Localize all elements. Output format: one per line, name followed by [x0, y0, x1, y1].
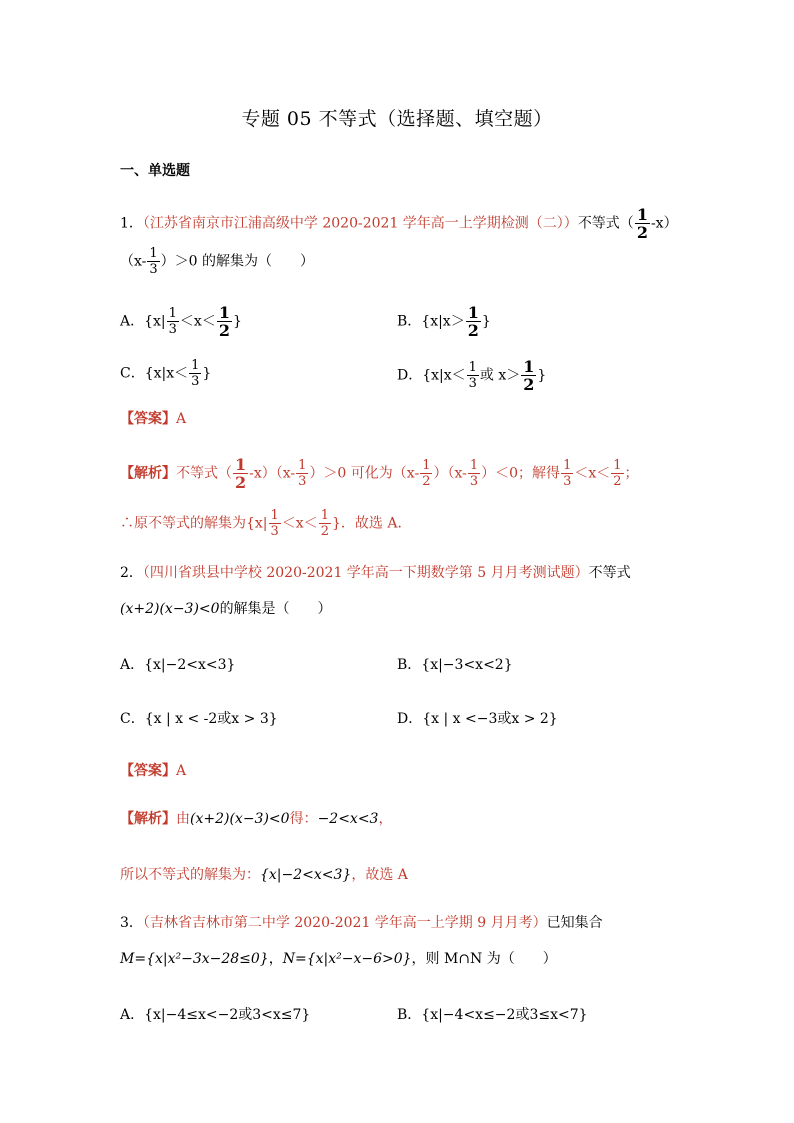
q3-stem-line2: M={x|x²−3x−28≤0}，N={x|x²−x−6>0}，则 M∩N 为（ ）	[120, 951, 557, 967]
q1-stem-a: 不等式（	[577, 215, 634, 232]
q2-stem-line2: (x+2)(x−3)<0的解集是（ ）	[120, 601, 332, 617]
q2-option-c[interactable]: C．{x | x < -2或x > 3}	[120, 711, 278, 727]
q2-answer: 【答案】A	[120, 763, 187, 779]
q2-stem-expression: (x+2)(x−3)<0	[120, 601, 220, 617]
q3-option-b[interactable]: B．{x|−4<x≤−2或3≤x<7}	[397, 1007, 588, 1023]
q1-conclusion: ∴原不等式的解集为{x| $\frac{1}{3}$ ＜x＜ $\frac{1}{2}$ }．故选 A．	[120, 508, 412, 539]
q2-option-a[interactable]: A．{x|−2<x<3}	[120, 657, 236, 673]
q2-conclusion: 所以不等式的解集为：{x|−2<x<3}，故选 A	[120, 867, 408, 883]
q1-option-c[interactable]: C．{x|x＜ $\frac{1}{3}$ }	[120, 358, 212, 389]
q3-source: （吉林省吉林市第二中学 2020-2021 学年高一上学期 9 月月考）	[142, 915, 547, 931]
frac-one-half: $\frac{1}{2}$	[613, 458, 622, 489]
frac-one-half: $\frac{1}{2}$	[235, 455, 247, 492]
q1-option-d[interactable]: D．{x|x＜ $\frac{1}{3}$ 或 x＞ $\frac{1}{2}$ }	[397, 357, 547, 394]
q1-stem-c: （x-	[120, 253, 147, 270]
q1-analysis: 【解析】不等式（ $\frac{1}{2}$ -x）（x- $\frac{1}{3}$ ）＞0 可化为（x- $\frac{1}{2}$ ）（x- $\frac{1}{3}$ ）＜0；解得 $\frac{1}{3}$ ＜x＜ $\frac{1}{2}$ ；	[120, 455, 639, 492]
q3-option-a[interactable]: A．{x|−4≤x<−2或3<x≤7}	[120, 1007, 311, 1023]
frac-one-third: $\frac{1}{3}$	[563, 458, 572, 489]
frac-one-third: $\frac{1}{3}$	[270, 508, 279, 539]
q1-answer: 【答案】A	[120, 411, 187, 427]
section-heading: 一、单选题	[120, 163, 190, 179]
q2-analysis: 【解析】由(x+2)(x−3)<0得：−2<x<3，	[120, 811, 393, 827]
q1-option-a[interactable]: A．{x| $\frac{1}{3}$ ＜x＜ $\frac{1}{2}$ }	[120, 303, 242, 340]
q3-set-n: N={x|x²−x−6>0}	[282, 951, 412, 967]
q1-stem-d: ）＞0 的解集为（ ）	[160, 253, 315, 270]
q3-number: 3．	[120, 915, 143, 931]
q2-source: （四川省珙县中学校 2020-2021 学年高一下期数学第 5 月月考测试题）	[142, 565, 589, 581]
q1-stem-frac-half: $\frac{1}{2}$	[636, 205, 648, 242]
q1-stem-b: -x）	[650, 215, 678, 232]
q2-option-b[interactable]: B．{x|−3<x<2}	[397, 657, 513, 673]
page-title: 专题 05 不等式（选择题、填空题）	[241, 108, 553, 130]
q3-set-m: M={x|x²−3x−28≤0}	[120, 951, 269, 967]
q2-option-d[interactable]: D．{x | x <−3或x > 2}	[397, 711, 558, 727]
frac-one-half: $\frac{1}{2}$	[422, 458, 431, 489]
frac-one-half: $\frac{1}{2}$	[523, 357, 535, 394]
q1-stem-line2	[120, 246, 314, 277]
q3-stem-line1: 3．（吉林省吉林市第二中学 2020-2021 学年高一上学期 9 月月考）已知集合	[120, 915, 603, 931]
q2-number: 2．	[120, 565, 143, 581]
frac-one-third: $\frac{1}{3}$	[168, 306, 177, 337]
frac-one-third: $\frac{1}{3}$	[468, 360, 477, 391]
q1-stem-line1	[120, 206, 678, 241]
q1-source: （江苏省南京市江浦高级中学 2020-2021 学年高一上学期检测（二））	[142, 215, 578, 232]
frac-one-half: $\frac{1}{2}$	[218, 303, 230, 340]
frac-one-third: $\frac{1}{3}$	[298, 458, 307, 489]
q1-number: 1．	[120, 215, 143, 232]
q2-stem-line1: 2．（四川省珙县中学校 2020-2021 学年高一下期数学第 5 月月考测试题）不等式	[120, 565, 631, 581]
q1-option-b[interactable]: B．{x|x＞ $\frac{1}{2}$ }	[397, 303, 491, 340]
frac-one-half: $\frac{1}{2}$	[320, 508, 329, 539]
frac-one-half: $\frac{1}{2}$	[467, 303, 479, 340]
frac-one-third: $\frac{1}{3}$	[469, 458, 479, 489]
frac-one-third: $\frac{1}{3}$	[191, 358, 200, 389]
q1-stem-frac-third: $\frac{1}{3}$	[149, 246, 158, 277]
